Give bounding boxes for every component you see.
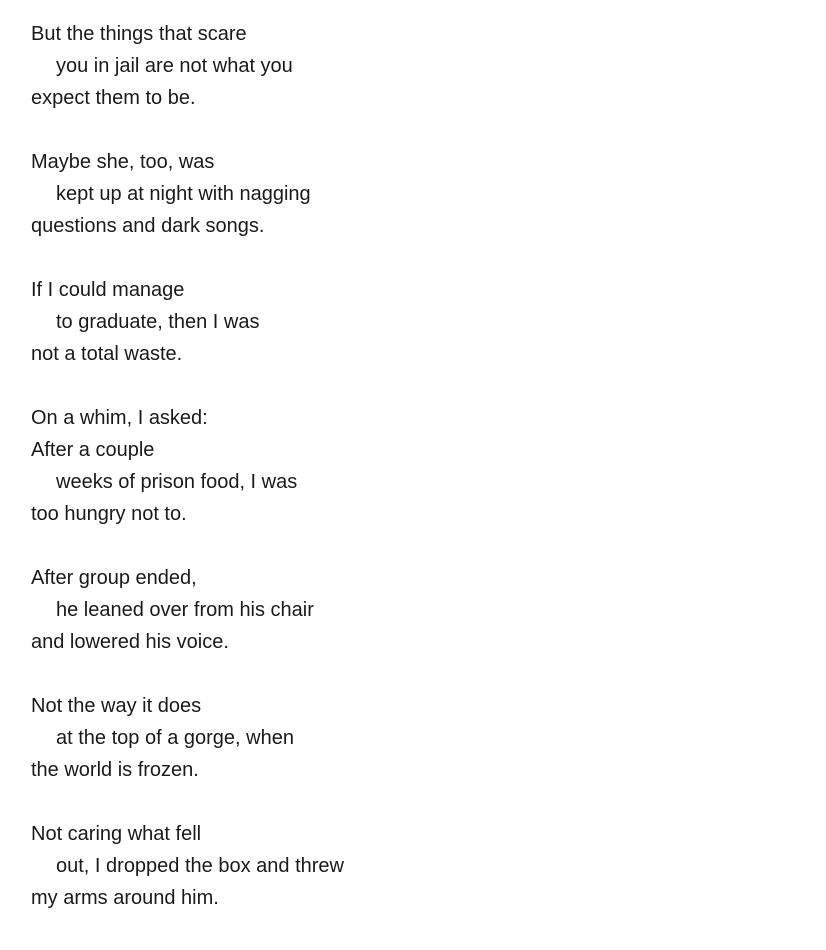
poem-line: But the things that scare — [31, 23, 247, 45]
stanza-2 — [31, 146, 344, 242]
stanza-4 — [31, 402, 344, 530]
poem-line: If I could manage — [31, 279, 185, 301]
stanza-7 — [31, 818, 344, 914]
poem-line-indented: to graduate, then I was — [56, 311, 260, 333]
poem-line: After group ended, — [31, 567, 197, 589]
poem-line-indented: he leaned over from his chair — [56, 599, 314, 621]
poem-line-indented: weeks of prison food, I was — [56, 471, 298, 493]
poem-line-indented: kept up at night with nagging — [56, 183, 311, 205]
poem-line-indented: you in jail are not what you — [56, 55, 293, 77]
poem-line: my arms around him. — [31, 887, 219, 909]
poem-line: On a whim, I asked: — [31, 407, 208, 429]
poem-line: questions and dark songs. — [31, 215, 265, 237]
poem-line-indented: out, I dropped the box and threw — [56, 855, 344, 877]
poem-line: expect them to be. — [31, 87, 196, 109]
poem-line-indented: at the top of a gorge, when — [56, 727, 294, 749]
poem-body — [31, 18, 344, 914]
stanza-5 — [31, 562, 344, 658]
stanza-3 — [31, 274, 344, 370]
poem-line: the world is frozen. — [31, 759, 199, 781]
poem-line: and lowered his voice. — [31, 631, 229, 653]
poem-line: After a couple — [31, 439, 155, 461]
poem-line: too hungry not to. — [31, 503, 187, 525]
poem-line: not a total waste. — [31, 343, 183, 365]
poem-line: Not caring what fell — [31, 823, 202, 845]
stanza-6 — [31, 690, 344, 786]
stanza-1 — [31, 18, 344, 114]
poem-line: Not the way it does — [31, 695, 202, 717]
poem-line: Maybe she, too, was — [31, 151, 215, 173]
